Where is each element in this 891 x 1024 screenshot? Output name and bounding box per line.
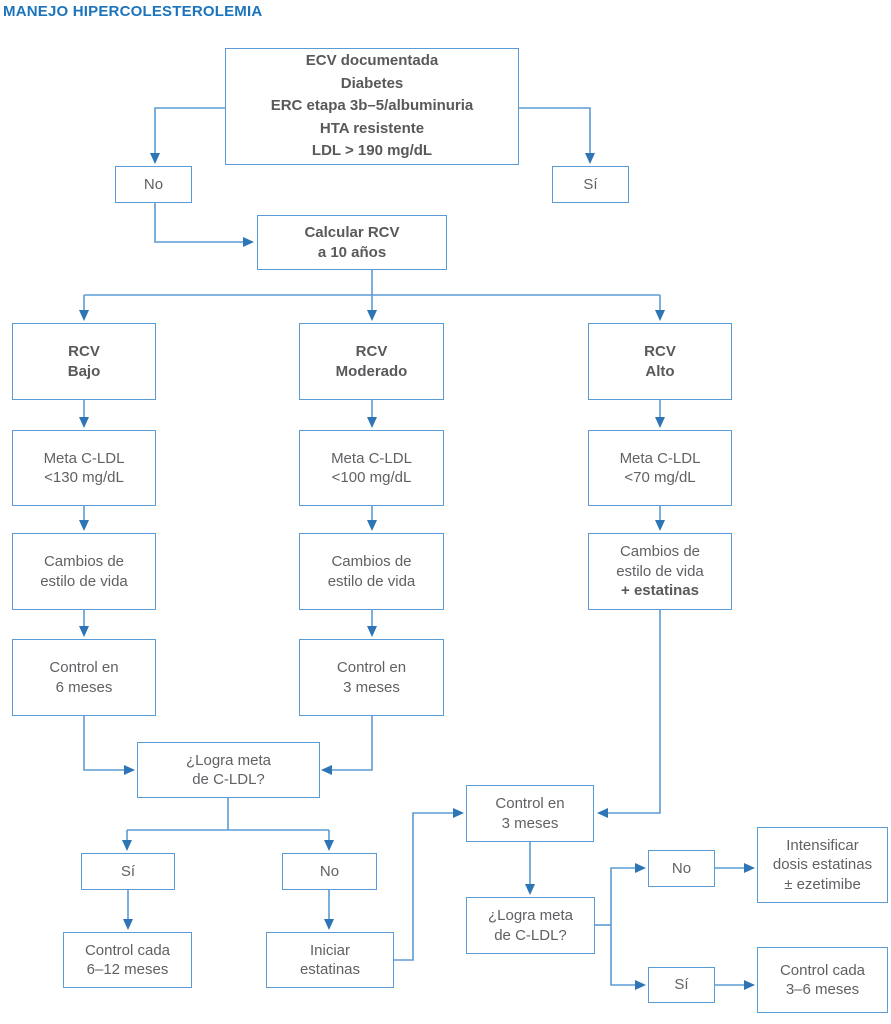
node-yes-top: Sí [552, 166, 629, 203]
node-control-6-meses: Control en 6 meses [12, 639, 156, 716]
node-rcv-alto: RCV Alto [588, 323, 732, 400]
criteria-line: Diabetes [340, 74, 404, 92]
node-yes-right: Sí [648, 967, 715, 1003]
criteria-line: ERC etapa 3b–5/albuminuria [270, 97, 474, 115]
node-criteria [225, 48, 519, 165]
node-control-3-meses-mid: Control en 3 meses [299, 639, 444, 716]
node-meta-alto: Meta C-LDL <70 mg/dL [588, 430, 732, 506]
node-cambios-alto: Cambios de estilo de vida + estatinas [588, 533, 732, 610]
node-no-top: No [115, 166, 192, 203]
node-calcular-rcv: Calcular RCV a 10 años [257, 215, 447, 270]
page-title: MANEJO HIPERCOLESTEROLEMIA [3, 3, 263, 20]
node-logra-meta-1: ¿Logra meta de C-LDL? [137, 742, 320, 798]
node-rcv-bajo: RCV Bajo [12, 323, 156, 400]
node-meta-moderado: Meta C-LDL <100 mg/dL [299, 430, 444, 506]
node-cambios-bajo: Cambios de estilo de vida [12, 533, 156, 610]
node-rcv-moderado: RCV Moderado [299, 323, 444, 400]
node-iniciar-estatinas: Iniciar estatinas [266, 932, 394, 988]
criteria-line: ECV documentada [305, 52, 439, 70]
node-cambios-moderado: Cambios de estilo de vida [299, 533, 444, 610]
node-no-mid: No [282, 853, 377, 890]
node-no-right: No [648, 850, 715, 887]
node-intensificar-estatinas: Intensificar dosis estatinas ± ezetimibe [757, 827, 888, 903]
criteria-line: HTA resistente [319, 119, 425, 137]
criteria-line: LDL > 190 mg/dL [311, 142, 433, 160]
node-yes-mid: Sí [81, 853, 175, 890]
node-control-6-12-meses: Control cada 6–12 meses [63, 932, 192, 988]
node-control-3-meses-right: Control en 3 meses [466, 785, 594, 842]
node-logra-meta-2: ¿Logra meta de C-LDL? [466, 897, 595, 954]
node-meta-bajo: Meta C-LDL <130 mg/dL [12, 430, 156, 506]
node-control-3-6-meses: Control cada 3–6 meses [757, 947, 888, 1013]
